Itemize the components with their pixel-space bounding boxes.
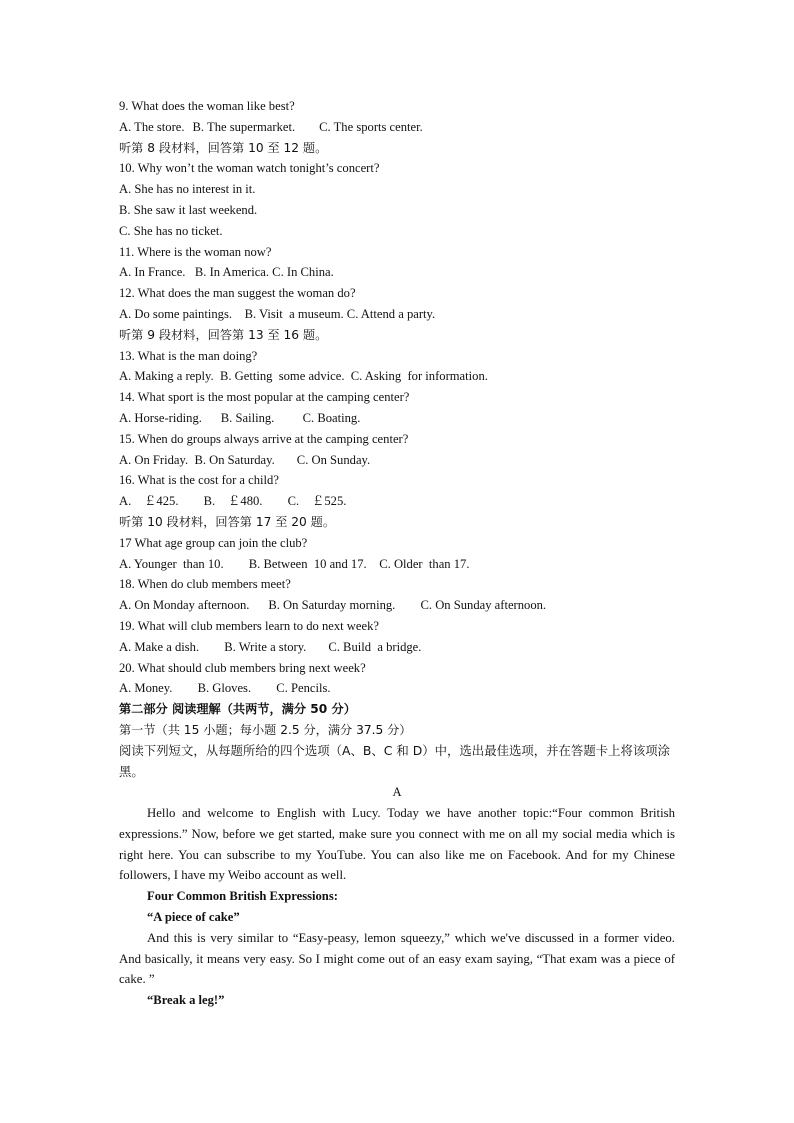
answer-options: A. ￡425. B. ￡480. C. ￡525. [119, 494, 347, 509]
answer-options: A. Younger than 10. B. Between 10 and 17. C. Older than 17. [119, 556, 470, 571]
section-instruction: 听第 9 段材料，回答第 13 至 16 题。 [119, 327, 328, 342]
answer-options: C. She has no ticket. [119, 223, 223, 238]
answer-options: A. On Monday afternoon. B. On Saturday morning. C. On Sunday afternoon. [119, 598, 547, 613]
section1-subheading: 第一节（共 15 小题；每小题 2.5 分，满分 37.5 分） [119, 722, 412, 737]
question-text: 14. What sport is the most popular at the camping center? [119, 390, 410, 405]
passage-paragraph-2: And this is very similar to “Easy-peasy, lemon squeezy,” which we've discussed in a former video. And basically, it means very easy. So I might come out of an easy exam saying, “That exam was a piece of cake. ” [119, 930, 675, 987]
question-text: 17 What age group can join the club? [119, 535, 308, 550]
answer-options: A. Making a reply. B. Getting some advice. C. Asking for information. [119, 369, 488, 384]
question-text: 16. What is the cost for a child? [119, 473, 279, 488]
passage-heading: Four Common British Expressions: [147, 889, 338, 904]
question-text: 9. What does the woman like best? [119, 99, 295, 113]
answer-option: B. The supermarket. [192, 119, 296, 134]
answer-options: A. Horse-riding. B. Sailing. C. Boating. [119, 410, 361, 425]
question-text: 13. What is the man doing? [119, 348, 258, 363]
section-instruction: 听第 8 段材料，回答第 10 至 12 题。 [119, 140, 328, 155]
answer-options: A. She has no interest in it. [119, 182, 256, 197]
answer-options: A. In France. B. In America. C. In China. [119, 265, 334, 280]
question-text: 11. Where is the woman now? [119, 244, 272, 259]
question-text: 20. What should club members bring next week? [119, 660, 366, 675]
passage-label: A [392, 785, 402, 800]
passage-paragraph-1: Hello and welcome to English with Lucy. Today we have another topic:“Four common British expressions.” Now, before we get started, make sure you connect with me on all my social media which is right here. You can subscribe to my YouTube. You can also like me on Facebook. And for my Chinese followers, I have my Weibo account as well. [119, 806, 675, 883]
expression-heading-1: “A piece of cake” [147, 910, 240, 925]
listening-questions [119, 96, 675, 699]
question-text: 15. When do groups always arrive at the camping center? [119, 431, 409, 446]
question-text: 19. What will club members learn to do next week? [119, 618, 379, 633]
answer-option: C. The sports center. [319, 119, 423, 134]
answer-options: A. Make a dish. B. Write a story. C. Build a bridge. [119, 639, 422, 654]
part2-heading: 第二部分 阅读理解（共两节，满分 50 分） [119, 702, 356, 717]
answer-option: A. The store. [119, 119, 185, 134]
document-page [119, 96, 675, 1011]
reading-instruction: 阅读下列短文，从每题所给的四个选项（A、B、C 和 D）中，选出最佳选项，并在答题卡上将该项涂黑。 [119, 742, 671, 779]
question-text: 18. When do club members meet? [119, 577, 291, 592]
answer-options: B. She saw it last weekend. [119, 202, 258, 217]
section-instruction: 听第 10 段材料，回答第 17 至 20 题。 [119, 514, 336, 529]
answer-options: A. Money. B. Gloves. C. Pencils. [119, 681, 331, 696]
expression-heading-2: “Break a leg!” [147, 993, 225, 1008]
question-text: 10. Why won’t the woman watch tonight’s concert? [119, 161, 380, 176]
answer-options [119, 117, 675, 138]
answer-options: A. Do some paintings. B. Visit a museum. C. Attend a party. [119, 306, 436, 321]
question-text: 12. What does the man suggest the woman do? [119, 286, 356, 301]
answer-options: A. On Friday. B. On Saturday. C. On Sunday. [119, 452, 371, 467]
